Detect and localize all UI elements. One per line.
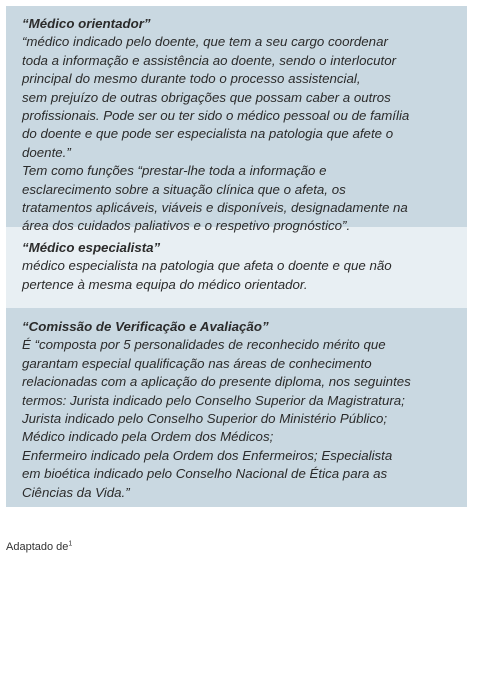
glossary-box <box>6 6 467 507</box>
footnote-reference: 1 <box>68 540 73 548</box>
term-title: “Comissão de Verificação e Avaliação” <box>22 319 269 334</box>
definition-line: Jurista indicado pelo Conselho Superior do Ministério Público; <box>22 411 388 427</box>
definition-line: Enfermeiro indicado pela Ordem dos Enfermeiros; Especialista <box>22 447 393 463</box>
definition-line: “médico indicado pelo doente, que tem a seu cargo coordenar <box>22 34 388 50</box>
source-footnote <box>6 541 72 553</box>
definition-line: Tem como funções “prestar-lhe toda a informação e <box>22 163 327 179</box>
definition-line: É “composta por 5 personalidades de reconhecido mérito que <box>22 337 386 353</box>
term-title: “Médico especialista” <box>22 240 161 255</box>
definition-line: do doente e que pode ser especialista na patologia que afete o <box>22 126 394 142</box>
glossary-entry-comissao <box>6 308 467 507</box>
definition-line: sem prejuízo de outras obrigações que possam caber a outros <box>22 89 391 105</box>
definition-line: médico especialista na patologia que afeta o doente e que não <box>22 258 392 274</box>
term-definition <box>22 257 447 294</box>
definition-line: principal do mesmo durante todo o processo assistencial, <box>22 71 361 87</box>
term-definition <box>22 336 447 502</box>
definition-line: em bioética indicado pelo Conselho Nacional de Ética para as <box>22 466 388 482</box>
glossary-entry-medico-especialista <box>6 227 467 308</box>
definition-line: tratamentos aplicáveis, viáveis e disponíveis, designadamente na <box>22 200 408 216</box>
term-definition <box>22 33 447 235</box>
definition-line: esclarecimento sobre a situação clínica que o afeta, os <box>22 181 346 197</box>
glossary-entry-medico-orientador <box>6 6 467 234</box>
footnote-text: Adaptado de <box>6 541 69 553</box>
definition-line: garantam especial qualificação nas áreas de conhecimento <box>22 355 372 371</box>
definition-line: relacionadas com a aplicação do presente diploma, nos seguintes <box>22 374 411 390</box>
term-title: “Médico orientador” <box>22 16 151 31</box>
definition-line: área dos cuidados paliativos e o respetivo prognóstico”. <box>22 218 351 234</box>
definition-line: pertence à mesma equipa do médico orientador. <box>22 276 308 292</box>
definition-line: profissionais. Pode ser ou ter sido o médico pessoal ou de família <box>22 108 410 124</box>
definition-line: toda a informação e assistência ao doente, sendo o interlocutor <box>22 52 397 68</box>
definition-line: Médico indicado pela Ordem dos Médicos; <box>22 429 274 445</box>
definition-line: termos: Jurista indicado pelo Conselho Superior da Magistratura; <box>22 392 405 408</box>
definition-line: Ciências da Vida.” <box>22 484 130 500</box>
definition-line: doente.” <box>22 144 71 160</box>
